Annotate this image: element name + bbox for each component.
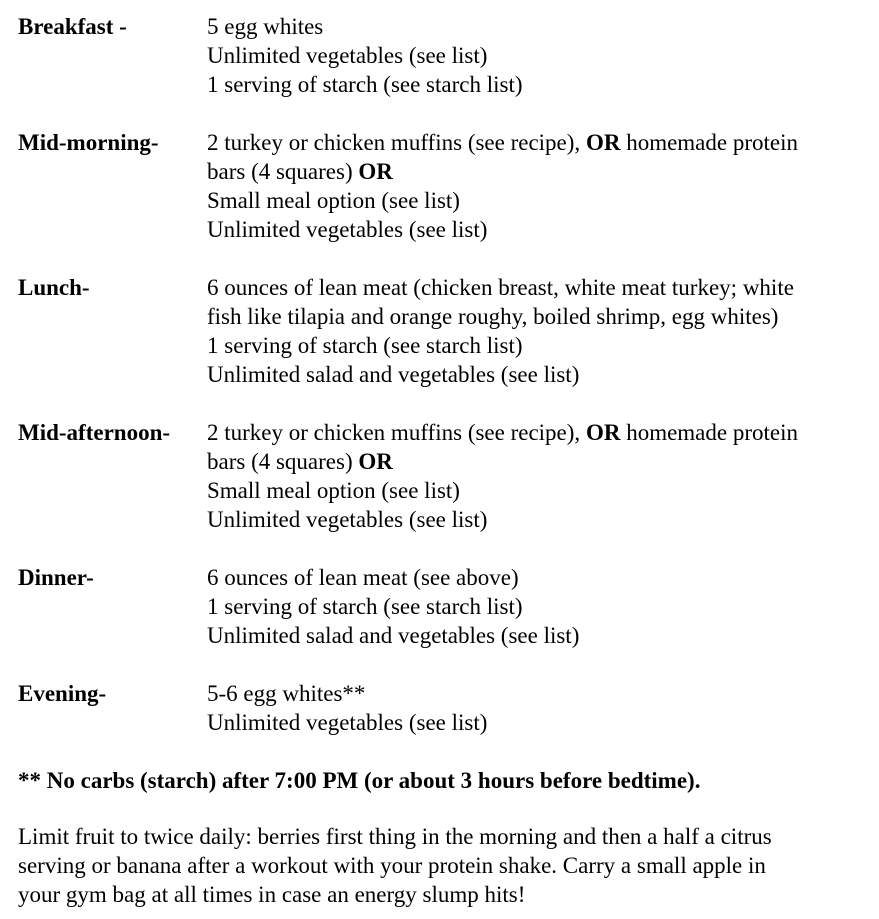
meal-line: 5-6 egg whites** — [207, 681, 366, 706]
meal-items — [207, 128, 868, 244]
meal-mid-afternoon — [18, 418, 868, 534]
or-emphasis: OR — [358, 159, 393, 184]
meal-line: 6 ounces of lean meat (chicken breast, white meat turkey; white — [207, 275, 794, 300]
meal-lunch — [18, 273, 868, 389]
meal-dinner — [18, 563, 868, 650]
paragraph-line: your gym bag at all times in case an energy slump hits! — [18, 882, 526, 907]
meal-line: 2 turkey or chicken muffins (see recipe), OR homemade protein — [207, 130, 798, 155]
meal-line: Small meal option (see list) — [207, 478, 460, 503]
meal-mid-morning — [18, 128, 868, 244]
meal-label: Mid-afternoon- — [18, 420, 171, 445]
meal-plan-document — [18, 12, 868, 909]
meal-line: Unlimited vegetables (see list) — [207, 43, 488, 68]
meal-line: 1 serving of starch (see starch list) — [207, 72, 523, 97]
or-emphasis: OR — [585, 130, 621, 155]
fruit-paragraph — [18, 822, 868, 909]
meal-line: 6 ounces of lean meat (see above) — [207, 565, 519, 590]
meal-label: Mid-morning- — [18, 130, 159, 155]
starch-note: ** No carbs (starch) after 7:00 PM (or about 3 hours before bedtime). — [18, 768, 701, 793]
meal-label: Lunch- — [18, 275, 90, 300]
meal-items — [207, 273, 868, 389]
meal-breakfast — [18, 12, 868, 99]
meal-line: 1 serving of starch (see starch list) — [207, 333, 523, 358]
meal-line: 1 serving of starch (see starch list) — [207, 594, 523, 619]
meal-line: Small meal option (see list) — [207, 188, 460, 213]
meal-items — [207, 679, 868, 737]
meal-items — [207, 12, 868, 99]
meal-line: Unlimited vegetables (see list) — [207, 710, 488, 735]
meal-line: fish like tilapia and orange roughy, boiled shrimp, egg whites) — [207, 304, 779, 329]
meal-line: bars (4 squares) OR — [207, 159, 393, 184]
meal-label: Evening- — [18, 681, 107, 706]
meal-label: Dinner- — [18, 565, 94, 590]
meal-label: Breakfast - — [18, 14, 127, 39]
or-emphasis: OR — [358, 449, 393, 474]
meal-items — [207, 563, 868, 650]
meal-evening — [18, 679, 868, 737]
meal-line: 5 egg whites — [207, 14, 324, 39]
meal-line: bars (4 squares) OR — [207, 449, 393, 474]
meal-line: 2 turkey or chicken muffins (see recipe), OR homemade protein — [207, 420, 798, 445]
paragraph-line: Limit fruit to twice daily: berries first thing in the morning and then a half a citrus — [18, 824, 772, 849]
meal-items — [207, 418, 868, 534]
meal-line: Unlimited salad and vegetables (see list) — [207, 623, 580, 648]
or-emphasis: OR — [585, 420, 621, 445]
meal-line: Unlimited salad and vegetables (see list) — [207, 362, 580, 387]
meal-line: Unlimited vegetables (see list) — [207, 507, 488, 532]
meal-line: Unlimited vegetables (see list) — [207, 217, 488, 242]
paragraph-line: serving or banana after a workout with your protein shake. Carry a small apple in — [18, 853, 766, 878]
